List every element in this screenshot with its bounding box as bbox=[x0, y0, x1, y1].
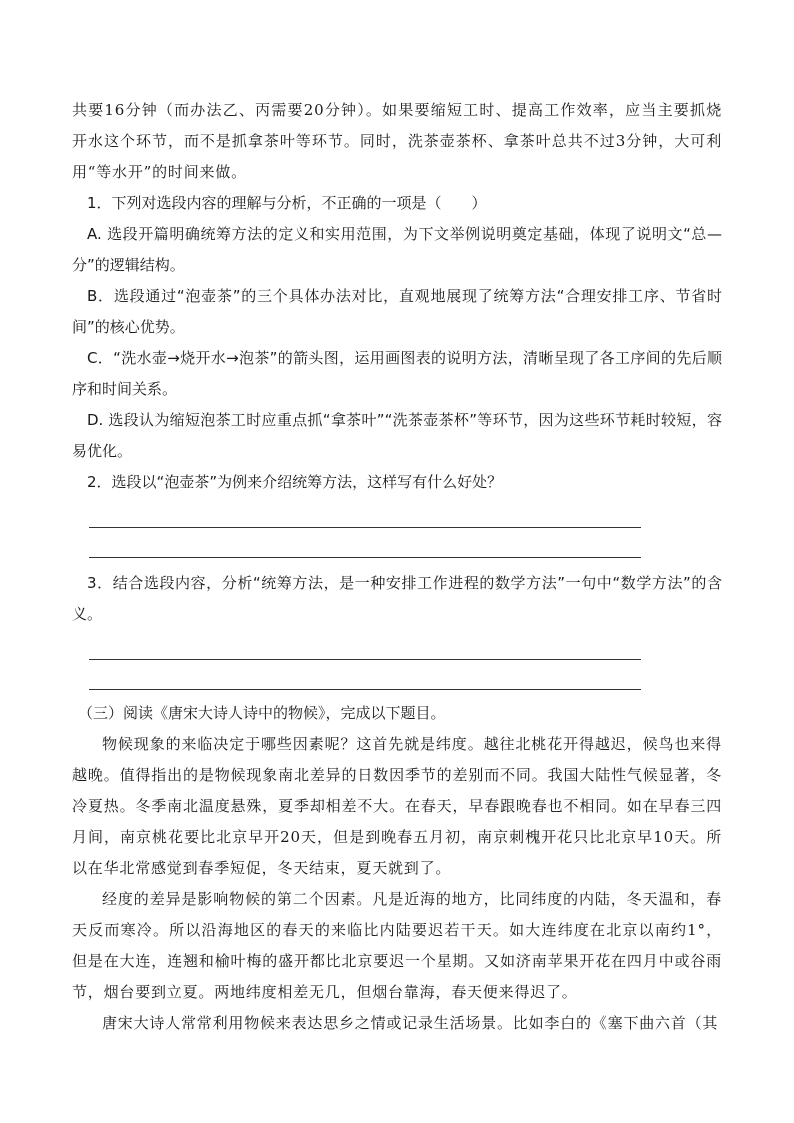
question-2-stem: 2．选段以“泡壶茶”为例来介绍统筹方法，这样写有什么好处？ bbox=[87, 473, 503, 491]
question-1-option-c[interactable]: C．“洗水壶→烧开水→泡茶”的箭头图，运用画图表的说明方法，清晰呈现了各工序间的先后顺序和时间关系。 bbox=[72, 349, 722, 398]
question-3-stem: 3．结合选段内容，分析“统筹方法，是一种安排工作进程的数学方法”一句中“数学方法”的含义。 bbox=[72, 574, 722, 623]
section-3 bbox=[72, 698, 722, 1039]
question-2 bbox=[72, 467, 722, 558]
passage-paragraph-3: 唐宋大诗人常常利用物候来表达思乡之情或记录生活场景。比如李白的《塞下曲六首（其 bbox=[102, 1014, 719, 1032]
question-1 bbox=[72, 188, 722, 467]
question-3-answer-line-1[interactable] bbox=[89, 630, 641, 660]
question-1-option-d[interactable]: D. 选段认为缩短泡茶工时应重点抓“拿茶叶”“洗茶壶茶杯”等环节，因为这些环节耗时较短，容易优化。 bbox=[72, 411, 722, 460]
intro-paragraph: 共要16分钟（而办法乙、丙需要20分钟）。如果要缩短工时、提高工作效率，应当主要抓烧开水这个环节，而不是抓拿茶叶等环节。同时，洗茶壶茶杯、拿茶叶总共不过3分钟，大可利用“等水开”的时间来做。 bbox=[72, 101, 722, 181]
question-2-answer-line-1[interactable] bbox=[89, 498, 641, 528]
spacer bbox=[72, 690, 722, 698]
passage-paragraph-2: 经度的差异是影响物候的第二个因素。凡是近海的地方，比同纬度的内陆，冬天温和，春天反而寒冷。所以沿海地区的春天的来临比内陆要迟若干天。如大连纬度在北京以南约1°，但是在大连，连翘和榆叶梅的盛开都比北京要迟一个星期。又如济南苹果开花在四月中或谷雨节，烟台要到立夏。两地纬度相差无几，但烟台靠海，春天便来得迟了。 bbox=[72, 890, 722, 1001]
question-1-option-b[interactable]: B．选段通过“泡壶茶”的三个具体办法对比，直观地展现了统筹方法“合理安排工序、节省时间”的核心优势。 bbox=[72, 287, 722, 336]
section-3-title: （三）阅读《唐宋大诗人诗中的物候》，完成以下题目。 bbox=[78, 704, 446, 722]
question-1-stem: 1．下列对选段内容的理解与分析，不正确的一项是（ ） bbox=[87, 194, 487, 212]
document-page bbox=[72, 95, 722, 1039]
question-3 bbox=[72, 568, 722, 690]
question-2-answer-line-2[interactable] bbox=[89, 528, 641, 558]
passage-paragraph-1: 物候现象的来临决定于哪些因素呢？这首先就是纬度。越往北桃花开得越迟，候鸟也来得越晚。值得指出的是物候现象南北差异的日数因季节的差别而不同。我国大陆性气候显著，冬冷夏热。冬季南北温度悬殊，夏季却相差不大。在春天，早春跟晚春也不相同。如在早春三四月间，南京桃花要比北京早开20天，但是到晚春五月初，南京刺槐开花只比北京早10天。所以在华北常感觉到春季短促，冬天结束，夏天就到了。 bbox=[72, 735, 722, 877]
spacer bbox=[72, 558, 722, 568]
question-1-option-a[interactable]: A. 选段开篇明确统筹方法的定义和实用范围，为下文举例说明奠定基础，体现了说明文“总—分”的逻辑结构。 bbox=[72, 225, 722, 274]
question-3-answer-line-2[interactable] bbox=[89, 660, 641, 690]
